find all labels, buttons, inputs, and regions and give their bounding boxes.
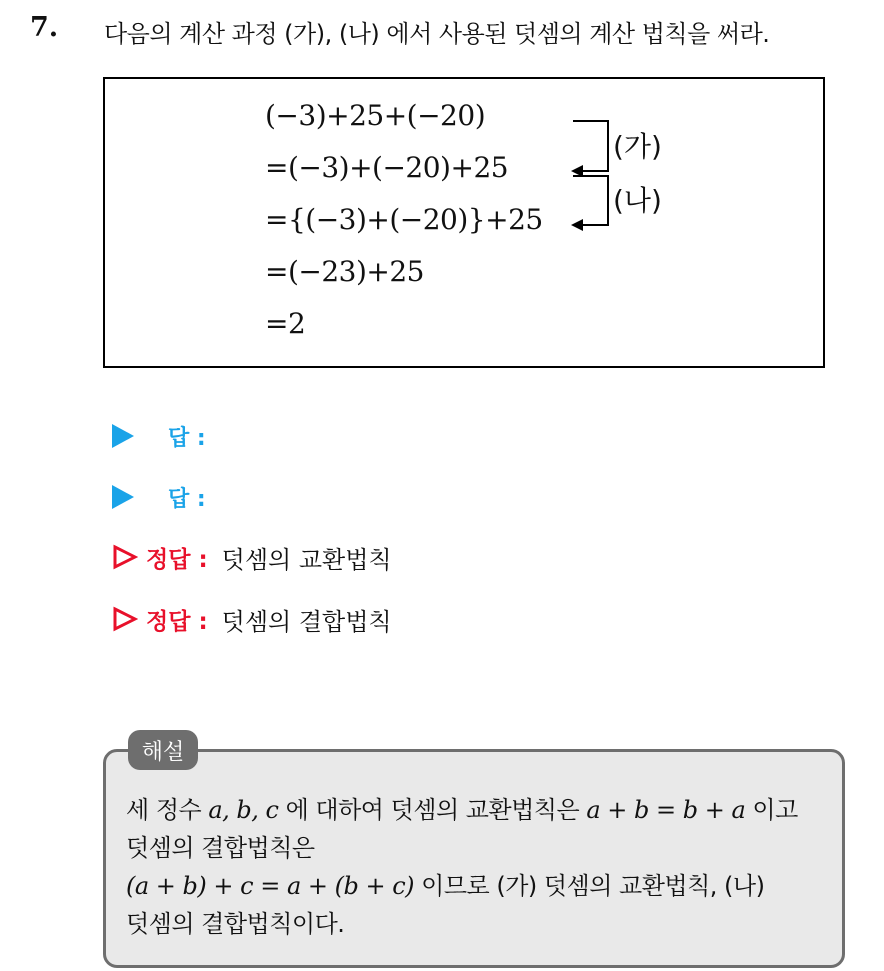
calc-line-3: ={(−3)+(−20)}+25 [265, 203, 543, 236]
explanation-line-1 [126, 790, 798, 825]
exp-math-commutative: a + b = b + a [586, 796, 746, 824]
calculation-box [103, 77, 825, 368]
explanation-line-2 [126, 828, 315, 863]
exp-text: 이므로 (가) 덧셈의 교환법칙, (나) [414, 872, 765, 900]
solution-label: 정답 : [146, 546, 208, 573]
outline-triangle-icon [112, 606, 138, 632]
step-arrows [105, 79, 825, 369]
solution-row-1 [112, 541, 392, 573]
question-number: 7. [30, 12, 59, 43]
solution-text: 덧셈의 교환법칙 [221, 545, 392, 574]
explanation-tag: 해설 [128, 730, 198, 770]
answer-label: 답 : [168, 425, 206, 451]
solution-text: 덧셈의 결합법칙 [221, 607, 392, 636]
play-icon [112, 485, 134, 509]
exp-math-associative: (a + b) + c = a + (b + c) [126, 872, 415, 900]
calc-line-2: =(−3)+(−20)+25 [265, 151, 509, 184]
explanation-line-4 [126, 904, 344, 939]
solution-label: 정답 : [146, 608, 208, 635]
exp-text: 세 정수 [126, 796, 209, 824]
question-text: 다음의 계산 과정 (가), (나) 에서 사용된 덧셈의 계산 법칙을 써라. [104, 20, 770, 48]
exp-math-vars: a, b, c [208, 796, 279, 824]
explanation-line-3 [126, 866, 764, 901]
answer-row-2 [112, 481, 206, 513]
exp-text: 이고 [745, 796, 798, 824]
step-label-na: (나) [613, 184, 662, 217]
outline-triangle-icon [112, 544, 138, 570]
exp-text: 덧셈의 결합법칙이다. [126, 910, 345, 938]
calc-line-5: =2 [265, 307, 306, 340]
solution-row-2 [112, 603, 392, 635]
calc-line-4: =(−23)+25 [265, 255, 424, 288]
answer-label: 답 : [168, 486, 206, 512]
calc-line-1: (−3)+25+(−20) [265, 99, 486, 132]
play-icon [112, 424, 134, 448]
answer-row-1 [112, 420, 206, 452]
exp-text: 덧셈의 결합법칙은 [126, 834, 315, 862]
exp-text: 에 대하여 덧셈의 교환법칙은 [278, 796, 587, 824]
step-label-ga: (가) [613, 130, 662, 163]
